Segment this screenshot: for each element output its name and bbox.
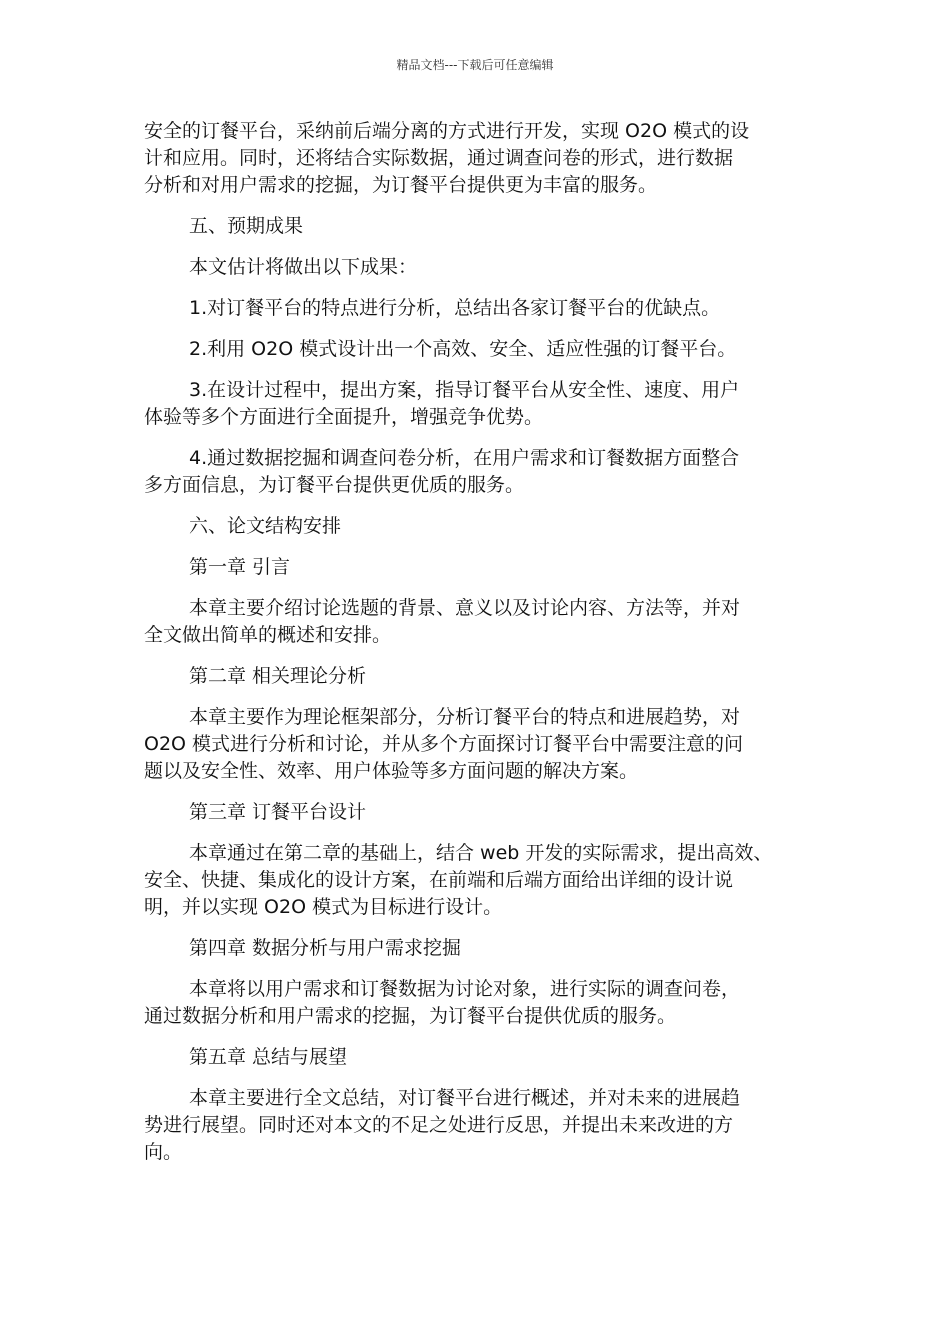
chapter-description-2: [144, 704, 814, 785]
text-line: 全文做出简单的概述和安排。: [144, 624, 392, 646]
text-line: 六、论文结构安排: [189, 515, 342, 537]
page-header: 精品文档---下载后可任意编辑: [396, 58, 554, 72]
text-line: 本文估计将做出以下成果：: [189, 256, 418, 278]
text-line: 第三章 订餐平台设计: [189, 801, 367, 823]
chapter-description-4: [144, 976, 814, 1030]
text-line: 势进行展望。同时还对本文的不足之处进行反思，并提出未来改进的方: [144, 1114, 734, 1136]
chapter-heading-4: [144, 935, 814, 962]
text-line: 五、预期成果: [189, 215, 304, 237]
list-item-result-4: [144, 445, 814, 499]
list-item-result-3: [144, 377, 814, 431]
chapter-heading-3: [144, 799, 814, 826]
text-line: O2O 模式进行分析和讨论，并从多个方面探讨订餐平台中需要注意的问: [144, 733, 744, 755]
text-line: 明，并以实现 O2O 模式为目标进行设计。: [144, 896, 503, 918]
chapter-description-1: [144, 595, 814, 649]
text-line: 第四章 数据分析与用户需求挖掘: [189, 937, 462, 959]
text-line: 本章将以用户需求和订餐数据为讨论对象，进行实际的调查问卷，: [189, 978, 741, 1000]
text-line: 安全的订餐平台，采纳前后端分离的方式进行开发，实现 O2O 模式的设: [144, 120, 750, 142]
paragraph-results-intro: [144, 254, 814, 281]
text-line: 第二章 相关理论分析: [189, 665, 367, 687]
chapter-heading-1: [144, 554, 814, 581]
text-line: 4.通过数据挖掘和调查问卷分析，在用户需求和订餐数据方面整合: [189, 447, 740, 469]
text-line: 1.对订餐平台的特点进行分析，总结出各家订餐平台的优缺点。: [189, 297, 721, 319]
chapter-heading-2: [144, 663, 814, 690]
text-line: 计和应用。同时，还将结合实际数据，通过调查问卷的形式，进行数据: [144, 147, 734, 169]
text-line: 向。: [144, 1141, 183, 1163]
section-heading-structure: [144, 513, 814, 540]
list-item-result-1: [144, 295, 814, 322]
text-line: 多方面信息，为订餐平台提供更优质的服务。: [144, 474, 525, 496]
text-line: 第五章 总结与展望: [189, 1046, 348, 1068]
paragraph-intro-continued: [144, 118, 814, 199]
text-line: 题以及安全性、效率、用户体验等多方面问题的解决方案。: [144, 760, 639, 782]
chapter-description-3: [144, 840, 814, 921]
document-body: [144, 118, 814, 1180]
text-line: 3.在设计过程中，提出方案，指导订餐平台从安全性、速度、用户: [189, 379, 740, 401]
text-line: 通过数据分析和用户需求的挖掘，为订餐平台提供优质的服务。: [144, 1005, 677, 1027]
text-line: 安全、快捷、集成化的设计方案，在前端和后端方面给出详细的设计说: [144, 869, 734, 891]
chapter-heading-5: [144, 1044, 814, 1071]
text-line: 分析和对用户需求的挖掘，为订餐平台提供更为丰富的服务。: [144, 174, 658, 196]
text-line: 本章主要进行全文总结，对订餐平台进行概述，并对未来的进展趋: [189, 1087, 741, 1109]
text-line: 本章主要作为理论框架部分，分析订餐平台的特点和进展趋势，对: [189, 706, 741, 728]
text-line: 2.利用 O2O 模式设计出一个高效、安全、适应性强的订餐平台。: [189, 338, 737, 360]
text-line: 第一章 引言: [189, 556, 291, 578]
text-line: 本章主要介绍讨论选题的背景、意义以及讨论内容、方法等，并对: [189, 597, 741, 619]
text-line: 体验等多个方面进行全面提升，增强竞争优势。: [144, 406, 544, 428]
list-item-result-2: [144, 336, 814, 363]
text-line: 本章通过在第二章的基础上，结合 web 开发的实际需求，提出高效、: [189, 842, 773, 864]
section-heading-expected-results: [144, 213, 814, 240]
chapter-description-5: [144, 1085, 814, 1166]
